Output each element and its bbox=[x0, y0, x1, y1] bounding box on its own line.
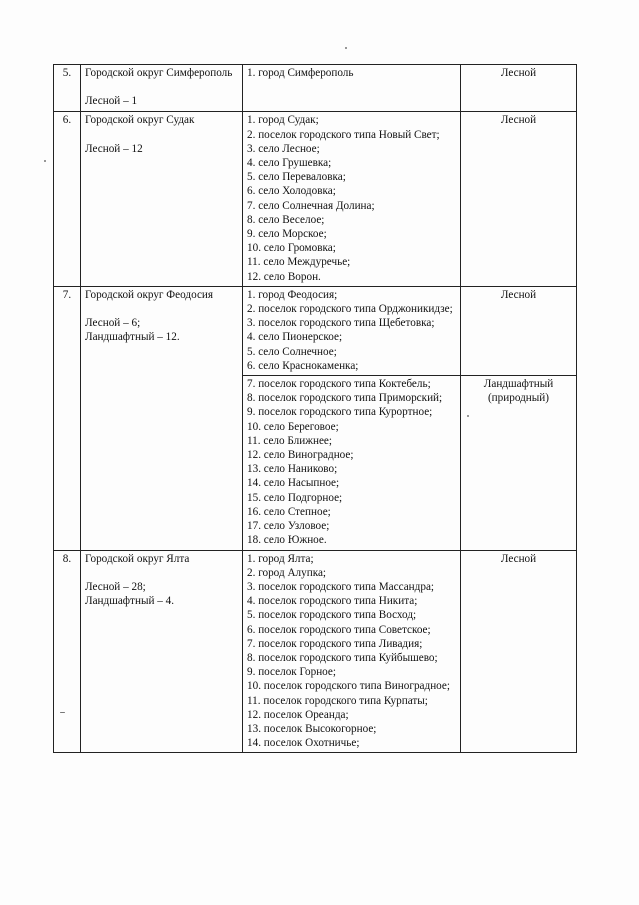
list-item: 10. село Громовка; bbox=[247, 242, 336, 255]
list-item: 5. село Переваловка; bbox=[247, 171, 346, 184]
settlement-list-cell bbox=[243, 286, 461, 375]
list-item: 9. село Морское; bbox=[247, 228, 327, 241]
list-item: 11. село Междуречье; bbox=[247, 256, 351, 269]
zone-count: Лесной – 12 bbox=[85, 142, 143, 155]
list-item: 16. село Степное; bbox=[247, 505, 331, 518]
list-item: 3. село Лесное; bbox=[247, 142, 320, 155]
list-item: 2. город Алупка; bbox=[247, 566, 327, 579]
list-item: 6. село Краснокаменка; bbox=[247, 359, 359, 372]
okrug-cell bbox=[81, 550, 243, 753]
scan-speck bbox=[44, 160, 46, 162]
zone-type-cell: Лесной bbox=[461, 112, 577, 286]
list-item: 5. село Солнечное; bbox=[247, 345, 337, 358]
list-item: 8. поселок городского типа Куйбышево; bbox=[247, 651, 438, 664]
list-item: 11. поселок городского типа Курпаты; bbox=[247, 694, 428, 707]
spacer bbox=[85, 128, 242, 142]
list-item: 8. село Веселое; bbox=[247, 213, 325, 226]
table-row bbox=[54, 112, 577, 286]
settlement-list-cell bbox=[243, 65, 461, 112]
list-item: 9. поселок городского типа Курортное; bbox=[247, 406, 433, 419]
list-item: 4. село Пионерское; bbox=[247, 331, 343, 344]
list-item: 6. село Холодовка; bbox=[247, 185, 336, 198]
list-item: 17. село Узловое; bbox=[247, 520, 330, 533]
settlements-table bbox=[53, 64, 577, 753]
list-item: 7. поселок городского типа Ливадия; bbox=[247, 637, 423, 650]
list-item: 3. поселок городского типа Щебетовка; bbox=[247, 317, 435, 330]
list-item: 7. село Солнечная Долина; bbox=[247, 199, 375, 212]
list-item: 13. село Наниково; bbox=[247, 463, 338, 476]
list-item: 15. село Подгорное; bbox=[247, 491, 343, 504]
zone-type-cell: Лесной bbox=[461, 286, 577, 375]
zone-count: Лесной – 28; bbox=[85, 580, 146, 593]
list-item: 12. село Виноградное; bbox=[247, 449, 354, 462]
list-item: 14. поселок Охотничье; bbox=[247, 737, 360, 750]
settlement-list-cell bbox=[243, 112, 461, 286]
list-item: 10. поселок городского типа Виноградное; bbox=[247, 680, 450, 693]
row-number-cell: 7. bbox=[54, 286, 81, 550]
zone-type-cell: Лесной bbox=[461, 65, 577, 112]
zone-count: Ландшафтный – 4. bbox=[85, 594, 175, 607]
zone-count: Лесной – 1 bbox=[85, 95, 138, 108]
okrug-cell bbox=[81, 112, 243, 286]
list-item: 1. город Ялта; bbox=[247, 552, 314, 565]
table-row bbox=[54, 65, 577, 112]
list-item: 2. поселок городского типа Новый Свет; bbox=[247, 128, 440, 141]
zone-type-cell: Лесной bbox=[461, 550, 577, 753]
list-item: 4. поселок городского типа Никита; bbox=[247, 595, 418, 608]
list-item: 1. город Феодосия; bbox=[247, 288, 338, 301]
table-body bbox=[54, 65, 577, 753]
list-item: 12. поселок Ореанда; bbox=[247, 708, 349, 721]
okrug-name: Городской округ Судак bbox=[85, 114, 195, 127]
list-item: 8. поселок городского типа Приморский; bbox=[247, 392, 443, 405]
list-item: 2. поселок городского типа Орджоникидзе; bbox=[247, 303, 453, 316]
okrug-name: Городской округ Феодосия bbox=[85, 288, 214, 301]
okrug-cell bbox=[81, 286, 243, 550]
spacer bbox=[85, 302, 242, 316]
list-item: 1. город Судак; bbox=[247, 114, 319, 127]
zone-count: Ландшафтный – 12. bbox=[85, 331, 180, 344]
list-item: 9. поселок Горное; bbox=[247, 666, 336, 679]
list-item: 5. поселок городского типа Восход; bbox=[247, 609, 417, 622]
spacer bbox=[85, 566, 242, 580]
list-item: 4. село Грушевка; bbox=[247, 157, 332, 170]
row-number-cell: 5. bbox=[54, 65, 81, 112]
table-row bbox=[54, 550, 577, 753]
settlement-list-cell bbox=[243, 550, 461, 753]
list-item: 11. село Ближнее; bbox=[247, 434, 333, 447]
list-item: 7. поселок городского типа Коктебель; bbox=[247, 378, 431, 391]
scan-speck bbox=[467, 415, 469, 417]
list-item: 18. село Южное. bbox=[247, 534, 327, 547]
scan-speck bbox=[345, 47, 347, 49]
list-item: 13. поселок Высокогорное; bbox=[247, 722, 377, 735]
spacer bbox=[85, 80, 242, 94]
settlement-list-cell bbox=[243, 376, 461, 550]
okrug-name: Городской округ Симферополь bbox=[85, 67, 233, 79]
row-number-cell: 8. bbox=[54, 550, 81, 753]
list-item: 14. село Насыпное; bbox=[247, 477, 340, 490]
list-item: 3. поселок городского типа Массандра; bbox=[247, 580, 435, 593]
row-number-cell: 6. bbox=[54, 112, 81, 286]
scan-speck bbox=[60, 712, 65, 713]
list-item: 1. город Симферополь bbox=[247, 67, 354, 79]
list-item: 6. поселок городского типа Советское; bbox=[247, 623, 431, 636]
okrug-name: Городской округ Ялта bbox=[85, 552, 190, 565]
zone-type-cell: Ландшафтный (природный) bbox=[461, 376, 577, 550]
table-row bbox=[54, 286, 577, 375]
list-item: 10. село Береговое; bbox=[247, 420, 339, 433]
okrug-cell bbox=[81, 65, 243, 112]
list-item: 12. село Ворон. bbox=[247, 270, 321, 283]
zone-count: Лесной – 6; bbox=[85, 317, 141, 330]
